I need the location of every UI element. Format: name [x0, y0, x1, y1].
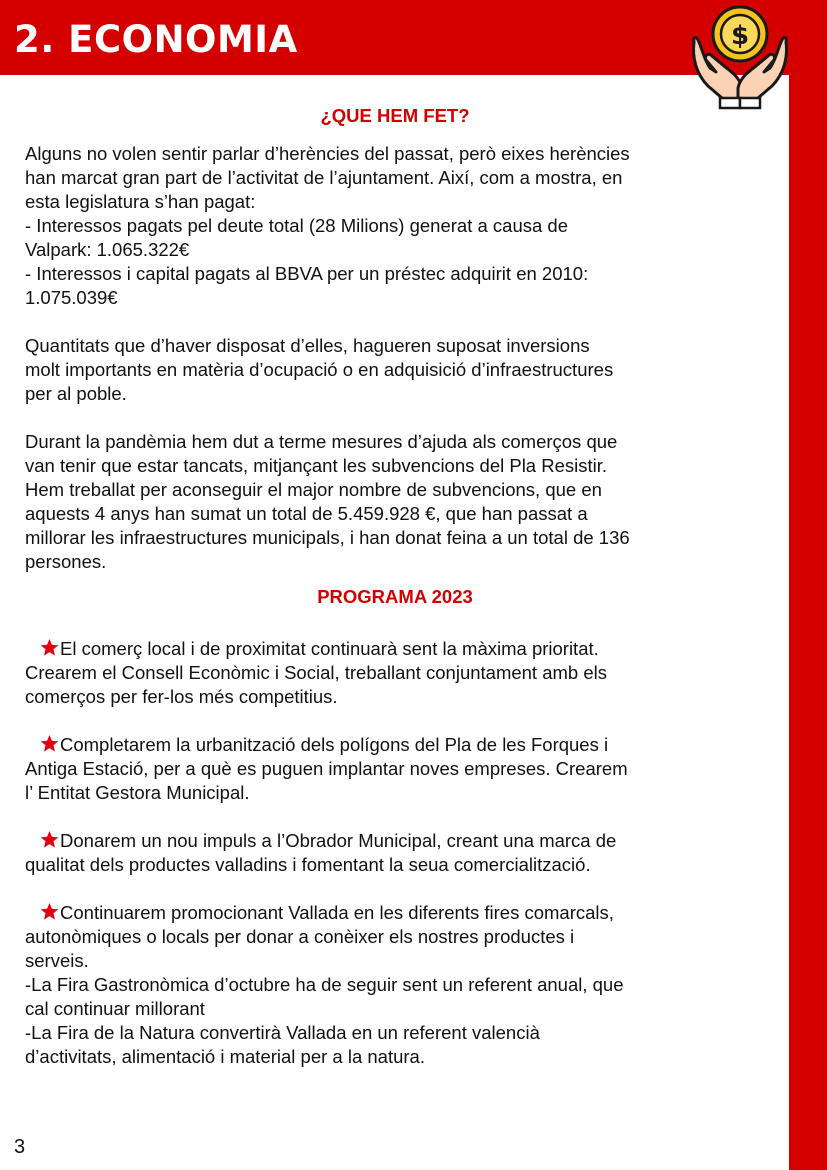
text-line: millorar les infraestructures municipals, i han donat feina a un total de 136	[25, 527, 630, 548]
blank-line	[25, 406, 765, 430]
text-line: aquests 4 anys han sumat un total de 5.459.928 €, que han passat a	[25, 503, 588, 524]
program-item-line: l’ Entitat Gestora Municipal.	[25, 782, 250, 803]
page-number: 3	[14, 1136, 26, 1158]
program-item-line: comerços per fer-los més competitius.	[25, 686, 338, 707]
program-item-line: d’activitats, alimentació i material per a la natura.	[25, 1046, 425, 1067]
text-line: molt importants en matèria d’ocupació o en adquisició d’infraestructures	[25, 359, 614, 380]
blank-line	[25, 709, 765, 733]
star-icon	[40, 902, 59, 921]
text-line: han marcat gran part de l’activitat de l’ajuntament. Així, com a mostra, en	[25, 167, 623, 188]
text-line: persones.	[25, 551, 107, 572]
section-body	[25, 142, 765, 574]
program-item-line: Donarem un nou impuls a l’Obrador Municipal, creant una marca de	[60, 830, 617, 851]
text-line: - Interessos i capital pagats al BBVA per un préstec adquirit en 2010:	[25, 263, 589, 284]
program-item	[25, 901, 765, 1069]
program-item-line: -La Fira de la Natura convertirà Vallada en un referent valencià	[25, 1022, 540, 1043]
program-item	[25, 733, 765, 805]
text-line: - Interessos pagats pel deute total (28 Milions) generat a causa de	[25, 215, 568, 236]
star-icon	[40, 830, 59, 849]
text-line: per al poble.	[25, 383, 127, 404]
page-title: 2. ECONOMIA	[14, 18, 298, 61]
hands-coin-icon	[684, 2, 796, 110]
blank-line	[25, 805, 765, 829]
star-icon	[40, 638, 59, 657]
program-item	[25, 829, 765, 877]
text-line: Valpark: 1.065.322€	[25, 239, 190, 260]
star-icon	[40, 734, 59, 753]
text-line: 1.075.039€	[25, 287, 118, 308]
text-line: Hem treballat per aconseguir el major nombre de subvencions, que en	[25, 479, 602, 500]
program-item-line: El comerç local i de proximitat continuarà sent la màxima prioritat.	[60, 638, 599, 659]
program-item-line: Completarem la urbanització dels polígons del Pla de les Forques i	[60, 734, 609, 755]
program-item-line: cal continuar millorant	[25, 998, 205, 1019]
blank-line	[25, 877, 765, 901]
program-item-line: autonòmiques o locals per donar a conèixer els nostres productes i	[25, 926, 575, 947]
blank-line	[25, 310, 765, 334]
program-item-line: qualitat dels productes valladins i fomentant la seua comercialització.	[25, 854, 591, 875]
program-item-line: Continuarem promocionant Vallada en les diferents fires comarcals,	[60, 902, 614, 923]
svg-text:$: $	[730, 21, 750, 51]
program-item-line: serveis.	[25, 950, 89, 971]
text-line: Durant la pandèmia hem dut a terme mesures d’ajuda als comerços que	[25, 431, 618, 452]
text-line: esta legislatura s’han pagat:	[25, 191, 256, 212]
side-band	[789, 0, 827, 1170]
section-heading-que-hem-fet: ¿QUE HEM FET?	[320, 105, 470, 126]
text-line: Alguns no volen sentir parlar d’herències del passat, però eixes herències	[25, 143, 630, 164]
program-item-line: -La Fira Gastronòmica d’octubre ha de seguir sent un referent anual, que	[25, 974, 624, 995]
program-item	[25, 637, 765, 709]
program-item-line: Antiga Estació, per a què es puguen implantar noves empreses. Crearem	[25, 758, 628, 779]
text-line: Quantitats que d’haver disposat d’elles, hagueren suposat inversions	[25, 335, 590, 356]
text-line: van tenir que estar tancats, mitjançant les subvencions del Pla Resistir.	[25, 455, 608, 476]
section-heading-programa: PROGRAMA 2023	[317, 586, 473, 607]
main-content	[25, 104, 765, 1069]
program-item-line: Crearem el Consell Econòmic i Social, treballant conjuntament amb els	[25, 662, 607, 683]
